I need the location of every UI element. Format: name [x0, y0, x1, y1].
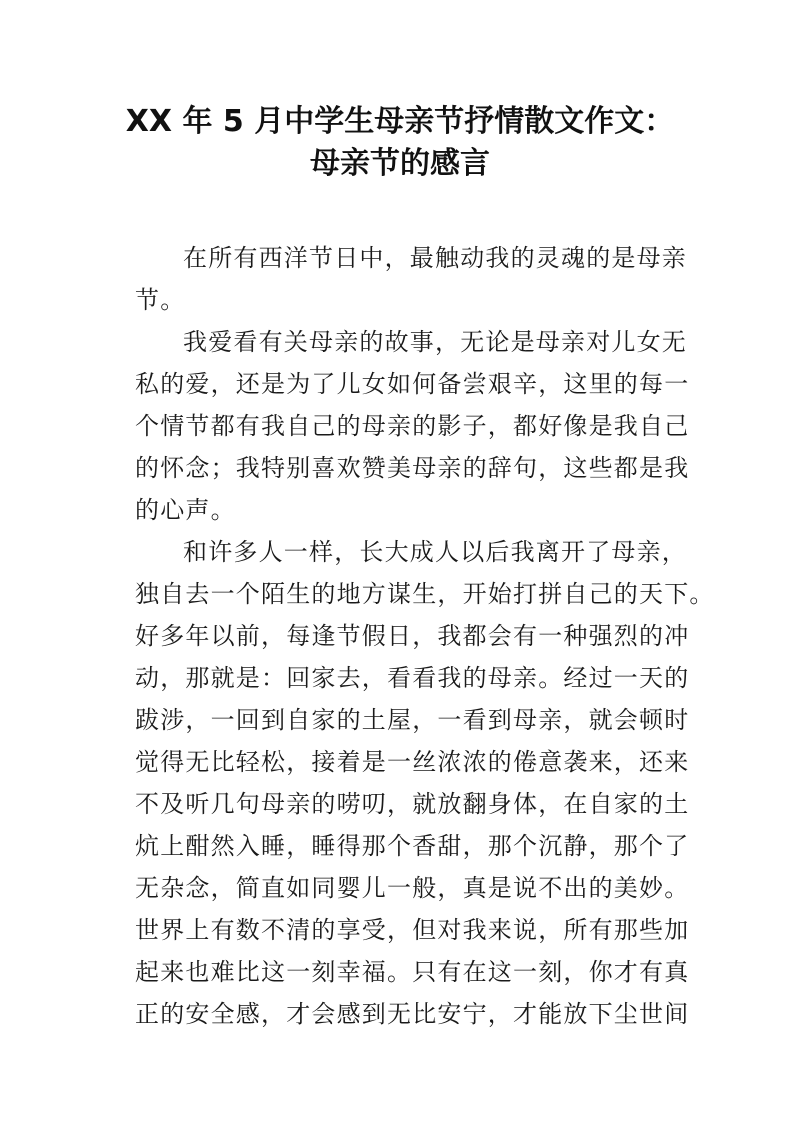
paragraph-line: 动，那就是：回家去，看看我的母亲。经过一天的	[135, 664, 690, 692]
document-body	[135, 237, 715, 1035]
paragraph-line: 节。	[135, 286, 186, 314]
paragraph-line: 个情节都有我自己的母亲的影子，都好像是我自己	[135, 412, 690, 440]
paragraph-line: 私的爱，还是为了儿女如何备尝艰辛，这里的每一	[135, 370, 690, 398]
paragraph-2	[135, 321, 690, 531]
paragraph-1	[135, 237, 687, 321]
paragraph-line: 起来也难比这一刻幸福。只有在这一刻，你才有真	[135, 958, 690, 986]
paragraph-line: 不及听几句母亲的唠叨，就放翻身体，在自家的土	[135, 790, 690, 818]
paragraph-line: 跋涉，一回到自家的土屋，一看到母亲，就会顿时	[135, 706, 690, 734]
paragraph-line: 的怀念；我特别喜欢赞美母亲的辞句，这些都是我	[135, 454, 690, 482]
paragraph-line: 世界上有数不清的享受，但对我来说，所有那些加	[135, 916, 690, 944]
paragraph-line: 我爱看有关母亲的故事，无论是母亲对儿女无	[183, 328, 687, 356]
document-title-line-1: XX 年 5 月中学生母亲节抒情散文作文：	[125, 104, 675, 139]
paragraph-line: 好多年以前，每逢节假日，我都会有一种强烈的冲	[135, 622, 690, 650]
paragraph-3	[135, 531, 715, 1035]
paragraph-line: 在所有西洋节日中，最触动我的灵魂的是母亲	[183, 244, 687, 272]
paragraph-line: 无杂念，简直如同婴儿一般，真是说不出的美妙。	[135, 874, 690, 902]
paragraph-line: 炕上酣然入睡，睡得那个香甜，那个沉静，那个了	[135, 832, 690, 860]
paragraph-line: 和许多人一样，长大成人以后我离开了母亲，	[183, 538, 687, 566]
paragraph-line: 独自去一个陌生的地方谋生，开始打拼自己的天下。	[135, 580, 715, 608]
paragraph-line: 的心声。	[135, 496, 236, 524]
paragraph-line: 正的安全感，才会感到无比安宁，才能放下尘世间	[135, 1000, 690, 1028]
document-title-line-2: 母亲节的感言	[310, 146, 490, 181]
paragraph-line: 觉得无比轻松，接着是一丝浓浓的倦意袭来，还来	[135, 748, 690, 776]
